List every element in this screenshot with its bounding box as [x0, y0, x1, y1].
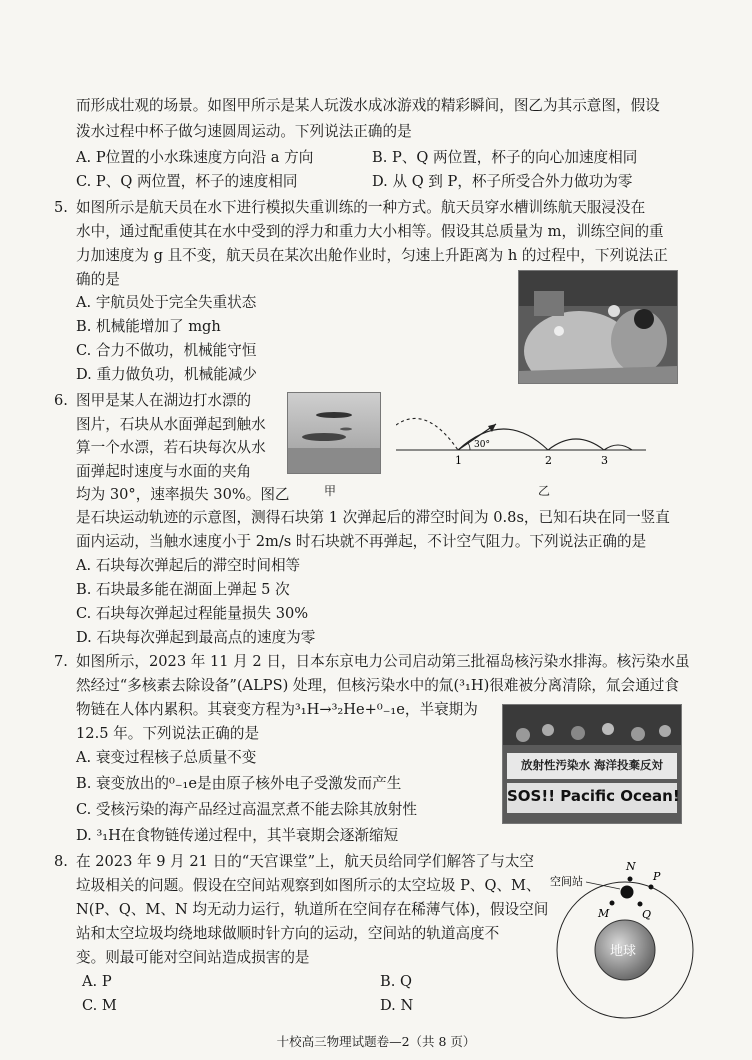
q6-line-short-3: 算一个水漂，若石块每次从水 — [76, 439, 266, 456]
q7-option-b: B. 衰变放出的⁰₋₁e是由原子核外电子受激发而产生 — [76, 775, 402, 792]
q8-option-b: B. Q — [380, 973, 412, 990]
q7-line-3: 物链在人体内累积。其衰变方程为³₁H→³₂He+⁰₋₁e，半衰期为 — [76, 701, 478, 718]
banner-line-2: SOS!! Pacific Ocean! — [507, 787, 680, 805]
q4-option-b: B. P、Q 两位置，杯子的向心加速度相同 — [372, 149, 638, 166]
q4-option-c: C. P、Q 两位置，杯子的速度相同 — [76, 173, 298, 190]
q7-line-4: 12.5 年。下列说法正确的是 — [76, 725, 260, 742]
q5-option-b: B. 机械能增加了 mgh — [76, 318, 221, 335]
q4-line-1: 而形成壮观的场景。如图甲所示是某人玩泼水成冰游戏的精彩瞬间，图乙为其示意图，假设 — [76, 97, 660, 114]
q7-line-1: 如图所示，2023 年 11 月 2 日，日本东京电力公司启动第三批福岛核污染水排海。核污染水虽 — [76, 653, 690, 670]
q5-line-2: 水中，通过配重使其在水中受到的浮力和重力大小相等。假设其总质量为 m，训练空间的重 — [76, 223, 664, 240]
q7-line-2: 然经过“多核素去除设备”(ALPS) 处理，但核污染水中的氚(³₁H)很难被分离清除，氚会通过食 — [76, 677, 679, 694]
q7-option-c: C. 受核污染的海产品经过高温烹煮不能去除其放射性 — [76, 801, 417, 818]
q8-line-2: 垃圾相关的问题。假设在空间站观察到如图所示的太空垃圾 P、Q、M、 — [76, 877, 541, 894]
orbit-diagram — [540, 850, 710, 1030]
q6-option-b: B. 石块最多能在湖面上弹起 5 次 — [76, 581, 290, 598]
q5-line-1: 如图所示是航天员在水下进行模拟失重训练的一种方式。航天员穿水槽训练航天服浸没在 — [76, 199, 646, 216]
q6-line-1: 是石块运动轨迹的示意图，测得石块第 1 次弹起后的滞空时间为 0.8s，已知石块在同一竖直 — [76, 509, 670, 526]
point-1-label: 1 — [455, 454, 462, 467]
q6-line-2: 面内运动，当触水速度小于 2m/s 时石块就不再弹起，不计空气阻力。下列说法正确的是 — [76, 533, 647, 550]
q8-option-c: C. M — [82, 997, 117, 1014]
q4-option-a: A. P位置的小水珠速度方向沿 a 方向 — [76, 149, 314, 166]
space-station-dot — [621, 886, 634, 899]
q6-option-d: D. 石块每次弹起到最高点的速度为零 — [76, 629, 316, 646]
q6-number: 6. — [54, 392, 68, 409]
q6-line-short-2: 图片，石块从水面弹起到触水 — [76, 416, 266, 433]
trajectory-diagram — [396, 410, 656, 480]
q8-option-a: A. P — [82, 973, 112, 990]
figure-b-caption: 乙 — [538, 484, 551, 498]
q5-number: 5. — [54, 199, 68, 216]
q5-option-c: C. 合力不做功，机械能守恒 — [76, 342, 257, 359]
q6-line-short-5: 均为 30°，速率损失 30%。图乙 — [76, 486, 290, 503]
page-footer: 十校高三物理试题卷—2（共 8 页） — [276, 1034, 476, 1049]
q7-option-d: D. ³₁H在食物链传递过程中，其半衰期会逐渐缩短 — [76, 827, 399, 844]
debris-q-label: Q — [642, 908, 652, 921]
debris-m-label: M — [598, 907, 610, 920]
debris-n-label: N — [626, 860, 636, 873]
figure-a-caption: 甲 — [324, 484, 337, 498]
q8-line-1: 在 2023 年 9 月 21 日的“天宫课堂”上，航天员给同学们解答了与太空 — [76, 853, 535, 870]
q4-line-2: 泼水过程中杯子做匀速圆周运动。下列说法正确的是 — [76, 123, 412, 140]
protest-photo — [502, 704, 682, 824]
q5-option-a: A. 宇航员处于完全失重状态 — [76, 294, 257, 311]
q5-option-d: D. 重力做负功，机械能减少 — [76, 366, 257, 383]
point-2-label: 2 — [545, 454, 552, 467]
point-3-label: 3 — [601, 454, 608, 467]
q8-option-d: D. N — [380, 997, 414, 1014]
banner-line-1: 放射性汚染水 海洋投棄反対 — [520, 758, 663, 772]
q8-line-3: N(P、Q、M、N 均无动力运行，轨道所在空间存在稀薄气体)，假设空间 — [76, 901, 549, 918]
q6-option-a: A. 石块每次弹起后的滞空时间相等 — [76, 557, 301, 574]
q7-option-a: A. 衰变过程核子总质量不变 — [76, 749, 257, 766]
angle-label: 30° — [474, 440, 490, 450]
q6-line-short-1: 图甲是某人在湖边打水漂的 — [76, 392, 252, 409]
q8-number: 8. — [54, 853, 68, 870]
q5-line-3: 力加速度为 g 且不变，航天员在某次出舱作业时，匀速上升距离为 h 的过程中，下列说法正 — [76, 247, 668, 264]
q5-line-4: 确的是 — [76, 271, 120, 288]
q4-option-d: D. 从 Q 到 P，杯子所受合外力做功为零 — [372, 173, 633, 190]
q8-line-5: 变。则最可能对空间站造成损害的是 — [76, 949, 310, 966]
earth-label: 地球 — [610, 944, 637, 959]
stone-skipping-photo — [287, 392, 381, 474]
q6-option-c: C. 石块每次弹起过程能量损失 30% — [76, 605, 309, 622]
q6-line-short-4: 面弹起时速度与水面的夹角 — [76, 463, 252, 480]
q7-number: 7. — [54, 653, 68, 670]
debris-p-label: P — [653, 870, 661, 883]
astronaut-training-photo — [518, 270, 678, 384]
q8-line-4: 站和太空垃圾均绕地球做顺时针方向的运动，空间站的轨道高度不 — [76, 925, 500, 942]
space-station-label: 空间站 — [550, 875, 583, 888]
